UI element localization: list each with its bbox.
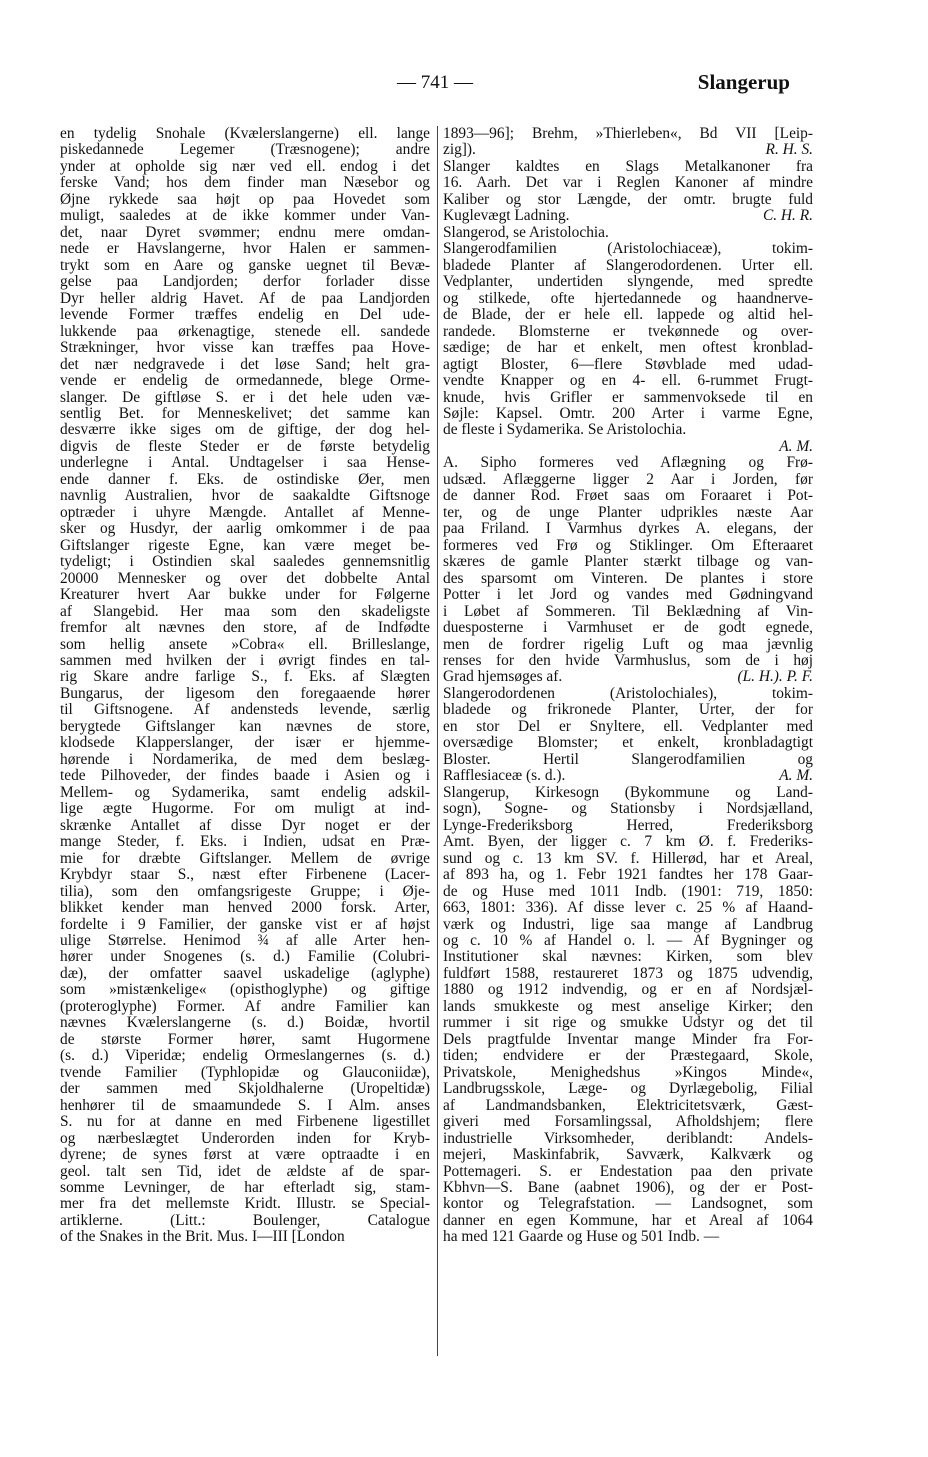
text-line: det nær nedgravede i det løse Sand; helt gra- [60, 356, 430, 373]
text-line: 20000 Mennesker og over det dobbelte Antal [60, 570, 430, 587]
text-line: Bloster. Hertil Slangerodfamilien og [443, 751, 813, 768]
text-line: Krybdyr staar S., næst efter Firbenene (Lacer- [60, 867, 430, 884]
text-line: tilia), som den omfangsrigeste Gruppe; i Øje- [60, 883, 430, 900]
text-line: renses for den hvide Varmhuslus, som de i høj [443, 653, 813, 669]
text-line: ter, og de unge Planter udprikles næste Aar [443, 504, 813, 521]
text-line: mange Steder, f. Eks. i Indien, udsat en Præ- [60, 834, 430, 851]
text-line: Privatskole, Menighedshus »Kingos Minde«, [443, 1064, 813, 1081]
text-line: og nærbeslægtet Underorden inden for Kryb- [60, 1130, 430, 1147]
text-line: duesposterne i Varmhuset er de godt egnede, [443, 620, 813, 637]
text-line: Potter i let Jord og vandes med Gødningvand [443, 587, 813, 604]
text-line: A. Sipho formeres ved Aflægning og Frø- [443, 455, 813, 472]
text-line: knude, hvis Grifler er sammenvoksede til en [443, 389, 813, 406]
text-line: dyrene; de synes først at være optraadte i en [60, 1147, 430, 1164]
text-line: lands smukkeste og mest anselige Kirker; den [443, 998, 813, 1015]
author-signature: A. M. [779, 768, 813, 785]
text-line: sædige; de har et enkelt, men oftest kronblad- [443, 340, 813, 357]
right-column [443, 126, 813, 1246]
text-line: navnlig Australien, hvor de saakaldte Giftsnoge [60, 488, 430, 505]
text-line: ferske Vand; hos dem finder man Næsebor og [60, 175, 430, 192]
text-line: piskedannede Legemer (Træsnogene); andre [60, 142, 430, 159]
text-line: en tydelig Snohale (Kvælerslangerne) ell. lange [60, 126, 430, 142]
text-line: Slanger kaldtes en Slags Metalkanoner fra [443, 158, 813, 175]
text-line: digvis de fleste Steder er de første betydelig [60, 438, 430, 455]
text-line: Amt. Byen, der ligger c. 7 km Ø. f. Frederiks- [443, 834, 813, 851]
text-line: sker og Husdyr, der aarlig omkommer i de paa [60, 521, 430, 538]
text-line: de fleste i Sydamerika. Se Aristolochia. [443, 422, 687, 439]
text-line: randede. Blomsterne er tvekønnede og over- [443, 323, 813, 340]
text-line: ynder at opholde sig nær ved ell. endog i det [60, 158, 430, 175]
text-line: de og Huse med 1011 Indb. (1901: 719, 1850: [443, 883, 813, 900]
text-line: rummer i sit rige og smukke Udstyr og det til [443, 1015, 813, 1032]
text-line: Bungarus, der ligesom den foregaaende hører [60, 685, 430, 702]
text-line: udsæd. Aflæggerne ligger 2 Aar i Jorden, før [443, 471, 813, 488]
text-line: tiden; endvidere er der Præstegaard, Skole, [443, 1048, 813, 1065]
text-line: ende danner f. Eks. de ostindiske Øer, men [60, 471, 430, 488]
text-line: og stilkede, ofte hjertedannede og haandnerve- [443, 290, 813, 307]
text-line: mer fra det mellemste Kridt. Illustr. se Special- [60, 1196, 430, 1213]
text-line: formeres ved Frø og Stiklinger. Om Efteraaret [443, 537, 813, 554]
text-line: Mellem- og Sydamerika, samt endelig adskil- [60, 784, 430, 801]
text-line: skrænke Antallet af disse Dyr noget er der [60, 817, 430, 834]
text-line: 1880 og 1912 indvendig, og er en af Nordsjæl- [443, 982, 813, 999]
text-line: oversædige Blomster; et enkelt, kronbladagtigt [443, 735, 813, 752]
text-line: tvende Familier (Typhlopidæ og Glauconiidæ), [60, 1064, 430, 1081]
text-line: vende er endelig de ormedannede, blege Orme- [60, 373, 430, 390]
text-line: trykt som en Aare og ganske uegnet til Bevæ- [60, 257, 430, 274]
text-line: bladede Planter af Slangerodordenen. Urter ell. [443, 257, 813, 274]
author-signature: A. M. [779, 438, 813, 455]
text-line: som »mistænkelige« (opisthoglyphe) og giftige [60, 982, 430, 999]
text-line: henhører til de smaamundede S. I Alm. anses [60, 1097, 430, 1114]
text-line: somme Levninger, de har efterladt sig, stam- [60, 1180, 430, 1196]
text-line: Slangerodfamilien (Aristolochiaceæ), tokim- [443, 241, 813, 258]
text-line: Slangerod, se Aristolochia. [443, 224, 609, 241]
text-line: tede Pilhoveder, der findes baade i Asien og i [60, 768, 430, 785]
text-line: Slangerodordenen (Aristolochiales), tokim- [443, 685, 813, 702]
text-line: underlegne i Antal. Undtagelser i saa Hense- [60, 455, 430, 472]
text-line: rig Skare andre farlige S., f. Eks. af Slægten [60, 669, 430, 686]
text-line: sund og c. 13 km SV. f. Hillerød, har et Areal, [443, 850, 813, 867]
text-line: Dels pragtfulde Inventar mange Minder fra For- [443, 1031, 813, 1048]
text-line: det, naar Dyret svømmer; endnu mere omdan- [60, 224, 430, 241]
text-line: desværre ikke siges om de giftige, der dog hel- [60, 422, 430, 439]
text-line: af Slangebid. Her maa som den skadeligste [60, 603, 430, 620]
text-line: (s. d.) Viperidæ; endelig Ormeslangernes (s. d.) [60, 1048, 430, 1065]
text-line: industrielle Virksomheder, deriblandt: Andels- [443, 1130, 813, 1147]
text-line: gelse paa Landjorden; derfor forlader disse [60, 274, 430, 291]
text-line: lige ægte Hugorme. For om muligt at ind- [60, 801, 430, 818]
text-line: Øjne rykkede saa højt op paa Hovedet som [60, 191, 430, 208]
text-line: of the Snakes in the Brit. Mus. I—III [London [60, 1229, 345, 1246]
text-line: som hellig ansete »Cobra« ell. Brilleslange, [60, 636, 430, 653]
text-line: Kbhvn—S. Bane (aabnet 1906), og der er Post- [443, 1180, 813, 1196]
text-line: tydeligt; i Ostindien skal saaledes gennemsnitlig [60, 554, 430, 571]
text-line: der sammen med Skjoldhalerne (Uropeltidæ) [60, 1081, 430, 1098]
text-line: skæres de gamle Planter stærkt tilbage og van- [443, 554, 813, 571]
text-line: geol. talt sen Tid, idet de ældste af de spar- [60, 1163, 430, 1180]
text-line: sogn), Sogne- og Stationsby i Nordsjælland, [443, 801, 813, 818]
text-line: Kreaturer hvert Aar bukke under for Følgerne [60, 587, 430, 604]
text-line: Søjle: Kapsel. Omtr. 200 Arter i varme Egne, [443, 405, 813, 422]
running-head: Slangerup [697, 70, 790, 94]
text-line: vendte Knapper og en 4- ell. 6-rummet Frugt- [443, 373, 813, 390]
text-line: en stor Del er Snyltere, ell. Vedplanter med [443, 718, 813, 735]
text-line: 663, 1801: 336). Af disse lever c. 25 % af Haand- [443, 900, 813, 917]
text-line: værk og Industri, lige saa mange af Landbrug [443, 916, 813, 933]
text-line: af Landmandsbanken, Elektricitetsværk, Gæst- [443, 1097, 813, 1114]
text-line: dæ), der omfatter saavel uskadelige (aglyphe) [60, 965, 430, 982]
text-line: optræder i uhyre Mængde. Antallet af Menne- [60, 504, 430, 521]
left-column [60, 126, 430, 1246]
text-line: Rafflesiaceæ (s. d.). A. M. [443, 768, 813, 785]
text-line: Kuglevægt Ladning. C. H. R. [443, 208, 813, 225]
text-line: Dyr heller aldrig Havet. Af de paa Landjorden [60, 290, 430, 307]
text-line: fuldført 1588, restaureret 1873 og 1875 udvendig, [443, 965, 813, 982]
text-line: muligt, saaledes at de ikke kommer under Van- [60, 208, 430, 225]
text-line: sammen med hvilken der i øvrigt findes en tal- [60, 653, 430, 669]
text-line: nævnes Kvælerslangerne (s. d.) Boidæ, hvortil [60, 1015, 430, 1032]
author-signature: (L. H.). P. F. [737, 669, 813, 686]
text-line [443, 439, 813, 455]
text-line: 16. Aarh. Det var i Reglen Kanoner af mindre [443, 175, 813, 192]
text-line: Landbrugsskole, Læge- og Dyrlægebolig, Filial [443, 1081, 813, 1098]
text-line: mejeri, Maskinfabrik, Savværk, Kalkværk og [443, 1147, 813, 1164]
text-line: kontor og Telegrafstation. — Landsognet, som [443, 1196, 813, 1213]
page-number: — 741 — [397, 72, 473, 93]
text-line: paa Friland. I Varmhus dyrkes A. elegans, der [443, 521, 813, 538]
text-line: fremfor alt nævnes den store, af de Indfødte [60, 620, 430, 637]
text-line: af 893 ha, og 1. Febr 1921 fandtes her 178 Gaar- [443, 867, 813, 884]
text-line: levende Former træffes endelig en Del ude- [60, 307, 430, 324]
text-line: Institutioner skal nævnes: Kirken, som blev [443, 949, 813, 966]
text-line: 1893—96]; Brehm, »Thierleben«, Bd VII [Leip- [443, 126, 813, 142]
text-line: lukkende paa ørkenagtige, stenede ell. sandede [60, 323, 430, 340]
text-line: Vedplanter, undertiden slyngende, med spredte [443, 274, 813, 291]
text-line: Giftslanger rigeste Egne, kan være meget be- [60, 537, 430, 554]
text-line: Strækninger, hvor visse kan træffes paa Hove- [60, 340, 430, 357]
text-line: i Løbet af Sommeren. Til Beklædning af Vin- [443, 603, 813, 620]
text-line: mie for dræbte Giftslanger. Mellem de øvrige [60, 850, 430, 867]
text-line: (proteroglyphe) Former. Af andre Familier kan [60, 998, 430, 1015]
text-line: de Blade, der er hele ell. lappede og altid hel- [443, 307, 813, 324]
text-line: artiklerne. (Litt.: Boulenger, Catalogue [60, 1212, 430, 1229]
text-line: Slangerup, Kirkesogn (Bykommune og Land- [443, 784, 813, 801]
text-line: zig]). R. H. S. [443, 142, 813, 159]
text-line: og c. 10 % af Handel o. l. — Af Bygninger og [443, 932, 813, 949]
text-line: S. nu for at danne en med Firbenene ligestillet [60, 1114, 430, 1131]
text-line: giveri med Forsamlingssal, Afholdshjem; flere [443, 1114, 813, 1131]
text-line: men de fordrer rigelig Luft og maa jævnlig [443, 636, 813, 653]
text-line: fordelte i 9 Familier, der ganske vist er af højst [60, 916, 430, 933]
text-line: klodsede Klapperslanger, der især er hjemme- [60, 735, 430, 752]
text-line: sentlig Bet. for Menneskelivet; det samme kan [60, 405, 430, 422]
text-line: slanger. De giftløse S. er i det hele uden væ- [60, 389, 430, 406]
text-line: Pottemageri. S. er Endestation paa den private [443, 1163, 813, 1180]
author-signature: C. H. R. [762, 208, 813, 225]
text-line: des sparsomt om Vinteren. De plantes i store [443, 570, 813, 587]
text-line: ha med 121 Gaarde og Huse og 501 Indb. — [443, 1229, 720, 1246]
text-line: berygtede Giftslanger kan nævnes de store, [60, 718, 430, 735]
text-line: til Giftsnogene. Af andensteds levende, særlig [60, 702, 430, 719]
text-line: Kaliber og stor Længde, der omtr. brugte fuld [443, 191, 813, 208]
text-line: Grad hjemsøges af. (L. H.). P. F. [443, 669, 813, 686]
text-line: blikket kender man henved 2000 forsk. Arter, [60, 900, 430, 917]
column-divider [437, 126, 438, 1356]
text-line: danner en egen Kommune, har et Areal af 1064 [443, 1212, 813, 1229]
text-line: ulige Størrelse. Henimod ¾ af alle Arter hen- [60, 932, 430, 949]
text-line: hører under Snogenes (s. d.) Familie (Colubri- [60, 949, 430, 966]
text-line: agtigt Bloster, 6—flere Støvblade med udad- [443, 356, 813, 373]
text-line: bladede og frikronede Planter, Urter, der for [443, 702, 813, 719]
text-line: Lynge-Frederiksborg Herred, Frederiksborg [443, 817, 813, 834]
text-line: hørende i Nordamerika, de med dem beslæg- [60, 751, 430, 768]
page-header [0, 72, 928, 102]
text-line: nede er Havslangerne, hvor Halen er sammen- [60, 241, 430, 258]
text-line: de største Former hører, samt Hugormene [60, 1031, 430, 1048]
author-signature: R. H. S. [765, 142, 813, 159]
text-line: de danner Rod. Frøet saas om Foraaret i Pot- [443, 488, 813, 505]
